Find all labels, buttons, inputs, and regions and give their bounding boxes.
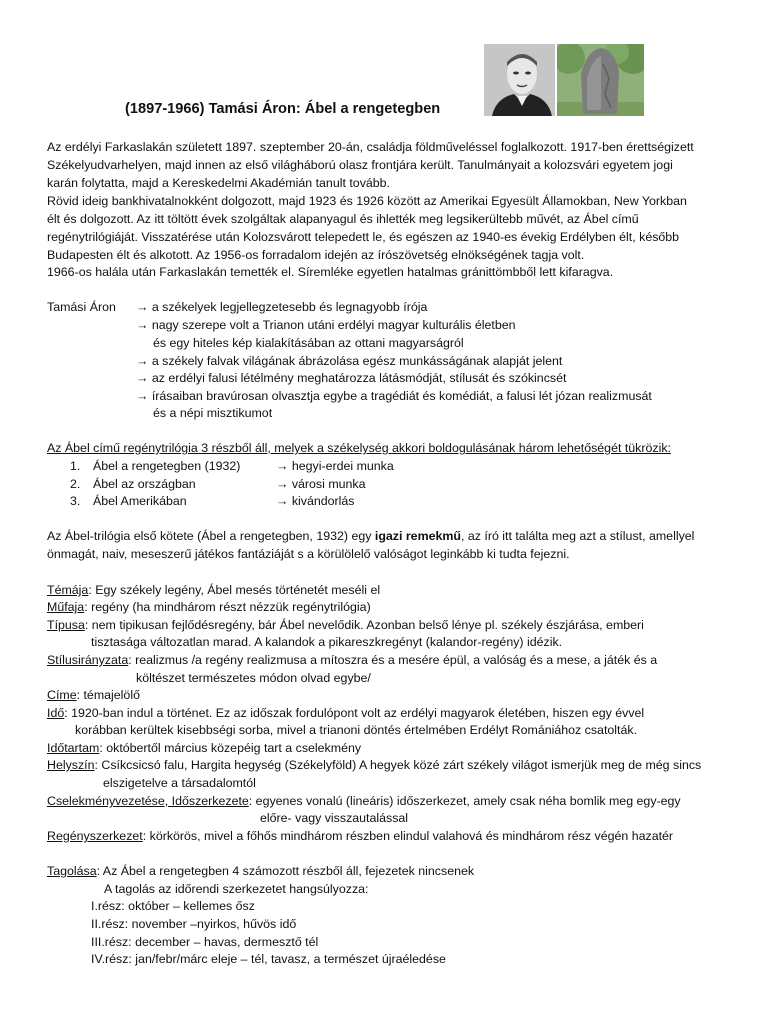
- bio-line: karán folytatta, majd a Kereskedelmi Akadémián tanult tovább.: [47, 176, 390, 190]
- analysis-idotartam: [47, 740, 361, 758]
- field-label: Regényszerkezet: [47, 829, 143, 843]
- analysis-tema: [47, 582, 380, 600]
- trilogy-item-number: 3.: [70, 494, 81, 508]
- gravestone-image: [557, 44, 644, 116]
- field-label: Témája: [47, 583, 89, 597]
- field-text: : körkörös, mivel a főhős mindhárom részben elindul valahová és mindhárom rész végén hazatér: [142, 829, 674, 843]
- field-text: : 1920-ban indul a történet. Ez az időszak fordulópont volt az erdélyi magyarok életében, hiszen egy évvel: [64, 706, 645, 720]
- field-text: : egyenes vonalú (lineáris) időszerkezet, amely csak néha bomlik meg egy-egy: [248, 794, 681, 808]
- analysis-stilus-cont: költészet természetes módon olvad egybe/: [136, 671, 371, 685]
- tagolas-note: A tagolás az időrendi szerkezetet hangsúlyozza:: [104, 882, 369, 896]
- bio-line: Rövid ideig bankhivatalnokként dolgozott, majd 1923 és 1926 között az Amerikai Egyesült Államokban, New Yorkban: [47, 194, 687, 208]
- analysis-tipus: [47, 617, 644, 635]
- trait-line: és a népi misztikumot: [153, 406, 273, 420]
- field-text: : októbertől március közepéig tart a cselekmény: [99, 741, 362, 755]
- trilogy-item-number: 1.: [70, 459, 81, 473]
- analysis-regeny: [47, 828, 673, 846]
- analysis-helyszin: [47, 757, 701, 775]
- field-text: : Az Ábel a rengetegben 4 számozott részből áll, fejezetek nincsenek: [96, 864, 475, 878]
- tagolas-line: [47, 863, 474, 881]
- trilogy-item-theme: → kivándorlás: [276, 494, 355, 508]
- tagolas-part: I.rész: október – kellemes ősz: [91, 899, 255, 913]
- intro-text: Az Ábel-trilógia első kötete (Ábel a rengetegben, 1932) egy: [47, 529, 375, 543]
- author-portrait-image: [484, 44, 555, 116]
- intro-line: önmagát, naiv, meseszerű játékos fantáziáját s a körülölelő valóságot leginkább ki tudta fejezni.: [47, 547, 570, 561]
- analysis-helyszin-cont: elszigetelve a társadalomtól: [103, 776, 256, 790]
- analysis-ido-cont: korábban kerültek kisebbségi sorba, mivel a trianoni döntés értelmében Erdélyt Romániához csatolták.: [75, 723, 638, 737]
- tagolas-part: III.rész: december – havas, dermesztő tél: [91, 935, 319, 949]
- trilogy-heading: Az Ábel című regénytrilógia 3 részből áll, melyek a székelység akkori boldogulásának három lehetőségét tükrözik:: [47, 441, 671, 455]
- bio-line: élt és dolgozott. Az itt töltött évek szolgáltak alapanyagul és ihlették meg legsikerültebb művét, az Ábel című: [47, 212, 639, 226]
- trait-line: → a székelyek legjellegzetesebb és legnagyobb írója: [136, 300, 428, 314]
- analysis-cselekmeny-cont: előre- vagy visszautalással: [260, 811, 409, 825]
- field-label: Cselekményvezetése, Időszerkezete: [47, 794, 249, 808]
- field-text: : témajelölő: [76, 688, 140, 702]
- trilogy-item-title: Ábel a rengetegben (1932): [93, 459, 241, 473]
- trilogy-item-number: 2.: [70, 477, 81, 491]
- field-text: : Csíkcsicsó falu, Hargita hegység (Székelyföld) A hegyek közé zárt székely világot ismerjük meg de még sincs: [94, 758, 702, 772]
- field-label: Típusa: [47, 618, 85, 632]
- intro-emphasis: igazi remekmű: [374, 529, 461, 543]
- field-label: Időtartam: [47, 741, 100, 755]
- tagolas-part: IV.rész: jan/febr/márc eleje – tél, tavasz, a természet újraéledése: [91, 952, 446, 966]
- bio-line: regénytrilógiáját. Visszatérése után Kolozsvárott telepedett le, és egészen az 1940-es évekig Erdélyben élt, később: [47, 230, 680, 244]
- field-label: Címe: [47, 688, 77, 702]
- field-label: Helyszín: [47, 758, 95, 772]
- field-text: : regény (ha mindhárom részt nézzük regénytrilógia): [84, 600, 371, 614]
- bio-line: 1966-os halála után Farkaslakán temették el. Síremléke egyetlen hatalmas gránittömbből lett kifaragva.: [47, 265, 614, 279]
- analysis-cim: [47, 687, 140, 705]
- field-label: Műfaja: [47, 600, 85, 614]
- analysis-stilus: [47, 652, 657, 670]
- field-text: : Egy székely legény, Ábel mesés történetét meséli el: [88, 583, 381, 597]
- bio-line: Székelyudvarhelyen, majd innen az első világháború olasz frontjára került. Tanulmányait a kolozsvári egyetem jogi: [47, 158, 673, 172]
- analysis-tipus-cont: tisztasága változatlan marad. A kalandok a pikareszkregényt (kalandor-regény) idézik.: [91, 635, 563, 649]
- trilogy-item-theme: → városi munka: [276, 477, 366, 491]
- field-label: Stílusirányzata: [47, 653, 129, 667]
- trilogy-item-theme: → hegyi-erdei munka: [276, 459, 394, 473]
- field-text: : nem tipikusan fejlődésregény, bár Ábel nevelődik. Azonban belső lénye pl. székely észjárása, emberi: [84, 618, 644, 632]
- field-text: : realizmus /a regény realizmusa a mítoszra és a mesére épül, a valóság és a mese, a játék és a: [128, 653, 658, 667]
- intro-line: [47, 528, 694, 546]
- trait-line: → írásaiban bravúrosan olvasztja egybe a tragédiát és komédiát, a falusi lét józan realizmusát: [136, 389, 652, 403]
- tagolas-part: II.rész: november –nyirkos, hűvös idő: [91, 917, 297, 931]
- trait-line: és egy hiteles kép kialakításában az ottani magyarságról: [153, 336, 464, 350]
- field-label: Idő: [47, 706, 65, 720]
- bio-line: Az erdélyi Farkaslakán született 1897. szeptember 20-án, családja földműveléssel foglalkozott. 1917-ben érettségizett: [47, 140, 694, 154]
- trilogy-item-title: Ábel az országban: [93, 477, 196, 491]
- field-label: Tagolása: [47, 864, 97, 878]
- bio-line: Budapesten élt és alkotott. Az 1956-os forradalom idején az írószövetség elnökségének tagja volt.: [47, 248, 585, 262]
- traits-label: Tamási Áron: [47, 300, 116, 314]
- trait-line: → nagy szerepe volt a Trianon utáni erdélyi magyar kulturális életben: [136, 318, 516, 332]
- page-title: (1897-1966) Tamási Áron: Ábel a rengetegben: [125, 101, 441, 117]
- trilogy-item-title: Ábel Amerikában: [93, 494, 187, 508]
- analysis-ido: [47, 705, 644, 723]
- trait-line: → a székely falvak világának ábrázolása egész munkásságának alapját jelent: [136, 354, 563, 368]
- intro-text: , az író itt találta meg azt a stílust, amellyel: [460, 529, 695, 543]
- analysis-mufaj: [47, 599, 371, 617]
- analysis-cselekmeny: [47, 793, 681, 811]
- trait-line: → az erdélyi falusi létélmény meghatározza látásmódját, stílusát és szókincsét: [136, 371, 567, 385]
